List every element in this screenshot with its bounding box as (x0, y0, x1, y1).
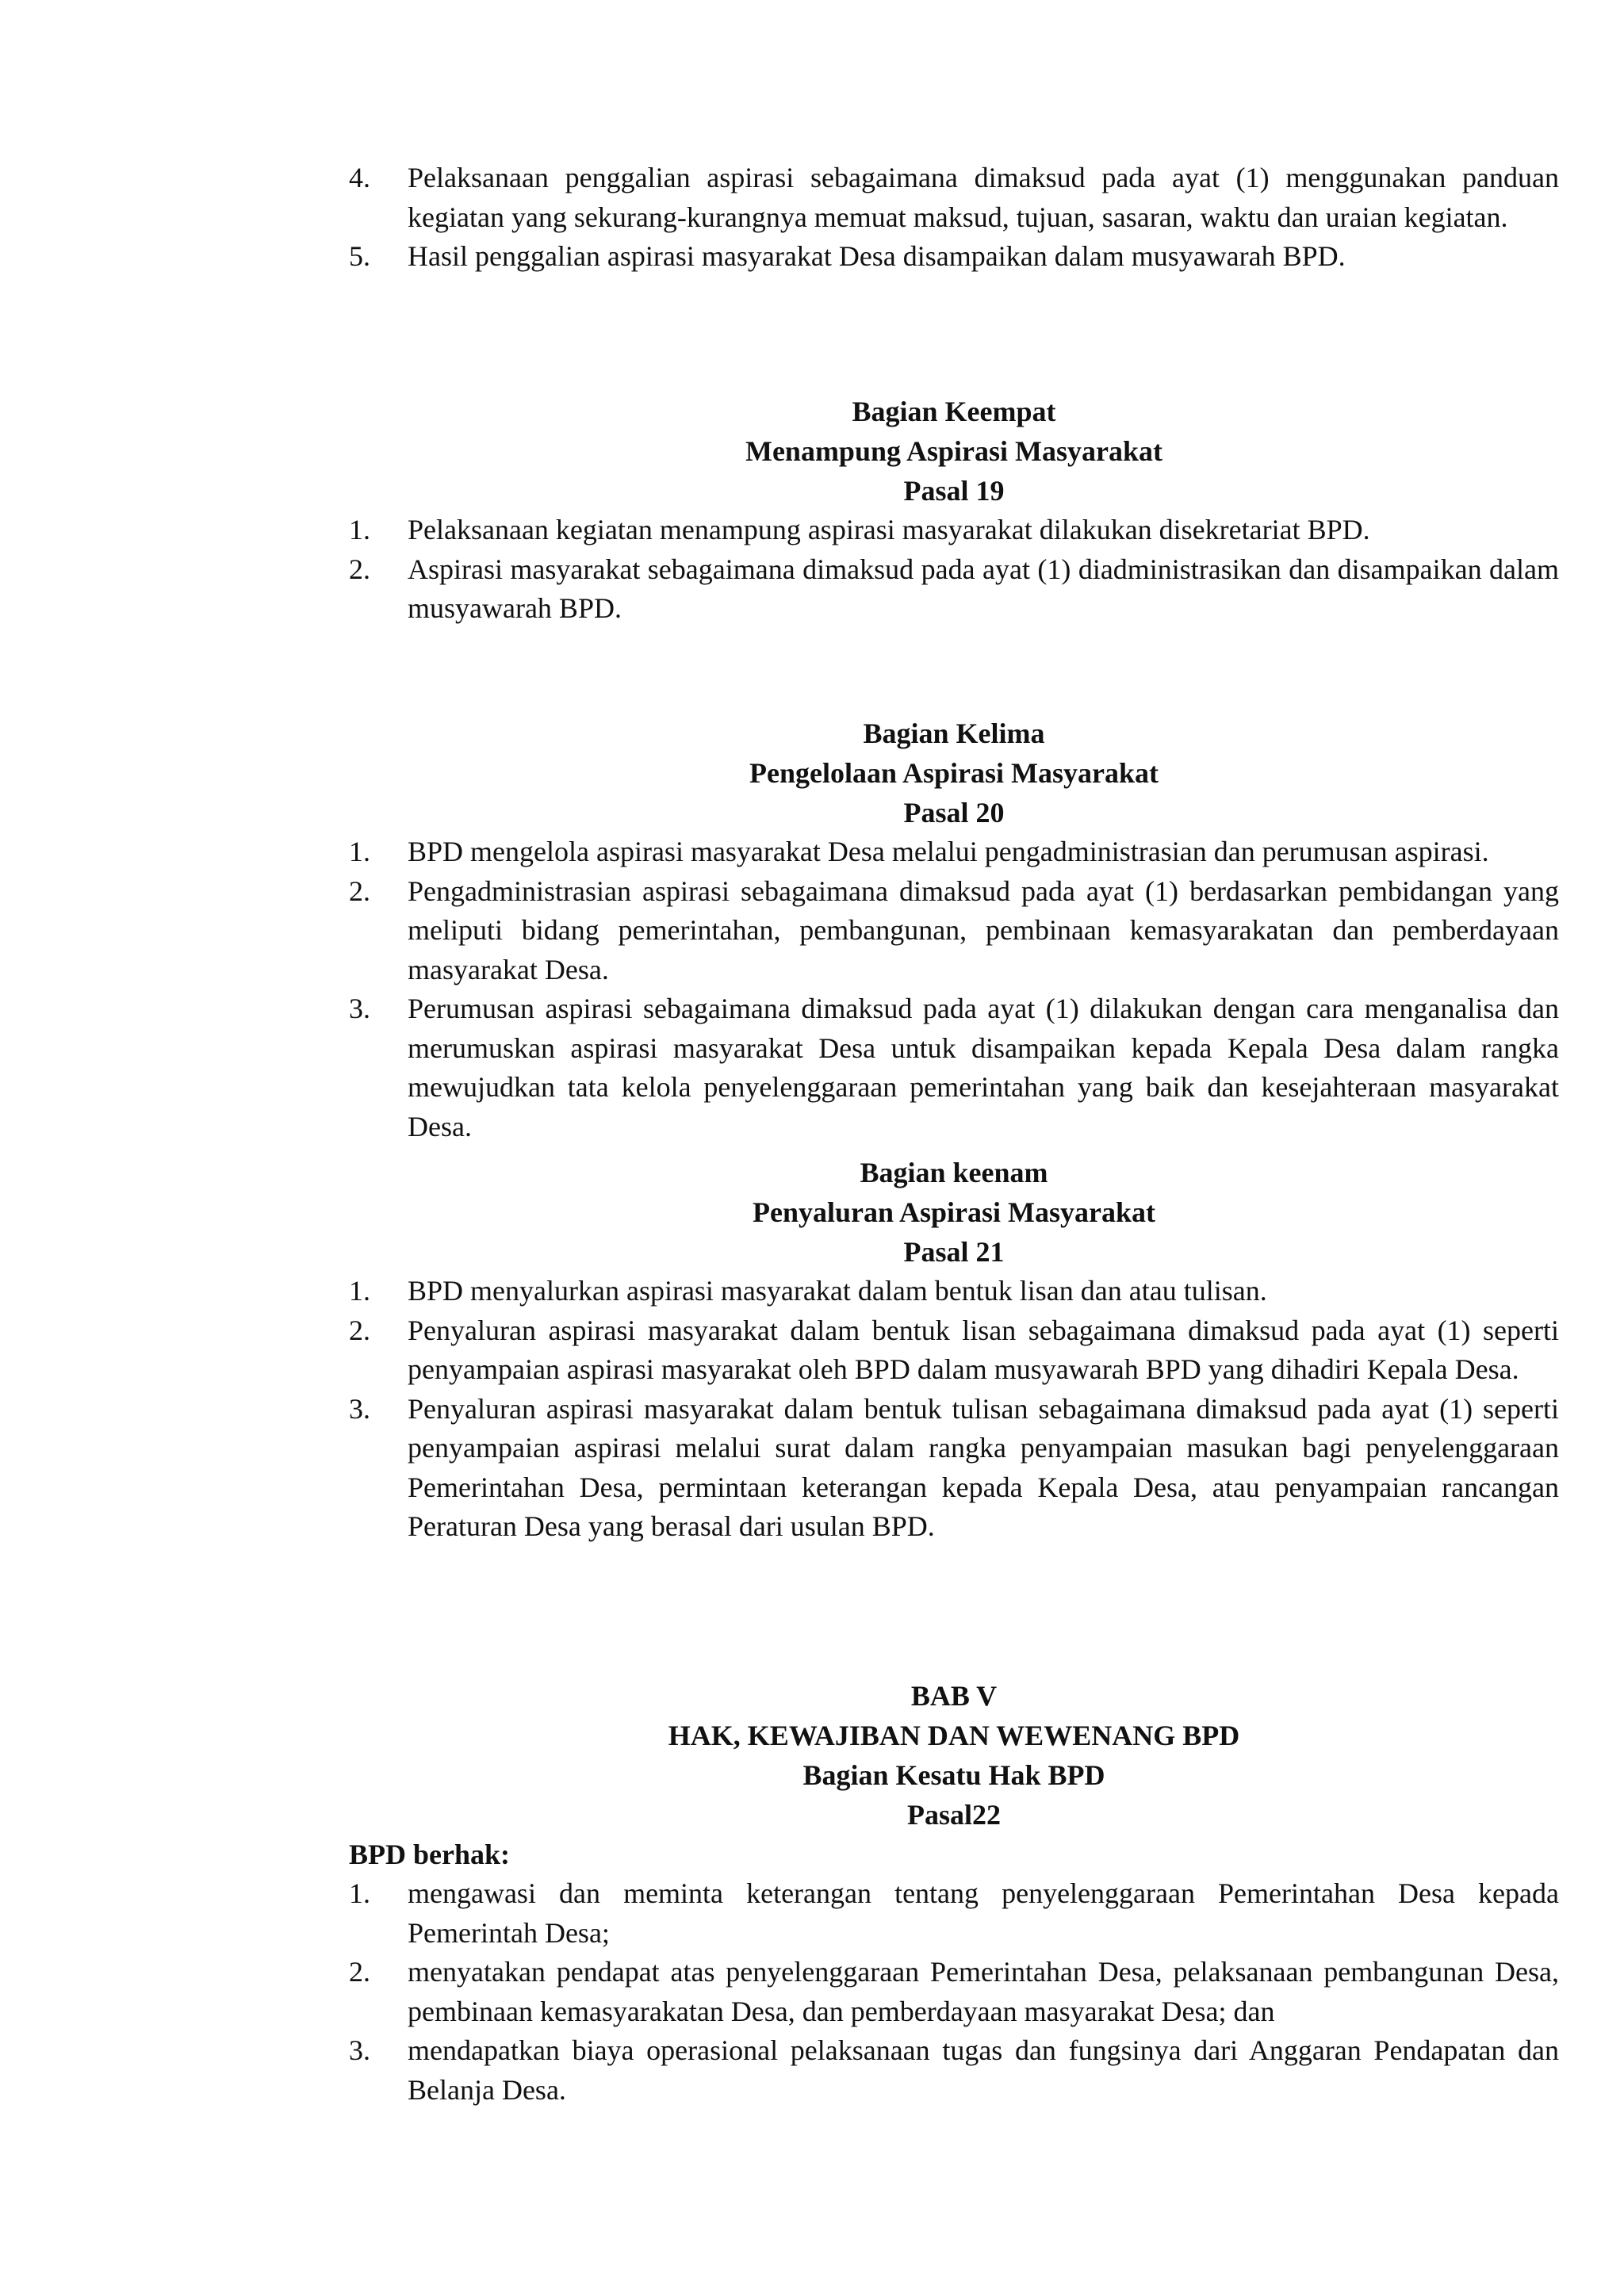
list-item (349, 550, 1559, 629)
item-text: BPD mengelola aspirasi masyarakat Desa melalui pengadministrasian dan perumusan aspirasi. (408, 836, 1489, 867)
list-item (349, 1272, 1559, 1311)
item-text: mengawasi dan meminta keterangan tentang penyelenggaraan Pemerintahan Desa kepada Pemerintah Desa; (408, 1877, 1559, 1949)
list-pasal-19 (349, 511, 1559, 629)
part-heading: Bagian Keempat (852, 396, 1056, 427)
part-heading: Bagian keenam (860, 1157, 1048, 1188)
item-text: Hasil penggalian aspirasi masyarakat Desa disampaikan dalam musyawarah BPD. (408, 240, 1346, 272)
part-title: Penyaluran Aspirasi Masyarakat (752, 1196, 1156, 1228)
item-number: 5. (349, 240, 370, 272)
list-item (349, 511, 1559, 550)
list-section-prev (349, 159, 1559, 277)
item-text: mendapatkan biaya operasional pelaksanaan tugas dan fungsinya dari Anggaran Pendapatan dan Belanja Desa. (408, 2034, 1559, 2106)
item-text: Perumusan aspirasi sebagaimana dimaksud pada ayat (1) dilakukan dengan cara menganalisa dan merumuskan aspirasi masyarakat Desa untuk disampaikan kepada Kepala Desa dalam rangka mewujudkan tata kelola penyelenggaraan pemerintahan yang baik dan kesejahteraan masyarakat Desa. (408, 993, 1559, 1142)
part-title: Menampung Aspirasi Masyarakat (745, 435, 1163, 467)
item-text: Pelaksanaan kegiatan menampung aspirasi masyarakat dilakukan disekretariat BPD. (408, 514, 1370, 545)
pasal-heading: Pasal22 (906, 1799, 1001, 1831)
item-text: Penyaluran aspirasi masyarakat dalam bentuk tulisan sebagaimana dimaksud pada ayat (1) seperti penyampaian aspirasi melalui surat dalam rangka penyampaian masukan bagi penyelenggaraan Pemerintahan Desa, permintaan keterangan kepada Kepala Desa, atau penyampaian rancangan Peraturan Desa yang berasal dari usulan BPD. (408, 1392, 1559, 1542)
list-pasal-21 (349, 1272, 1559, 1547)
item-number: 3. (349, 993, 370, 1024)
item-number: 4. (349, 162, 370, 193)
item-number: 2. (349, 1956, 370, 1988)
list-item (349, 1390, 1559, 1547)
pasal-heading: Pasal 20 (903, 797, 1005, 828)
item-number: 1. (349, 514, 370, 545)
list-item (349, 2031, 1559, 2110)
list-item (349, 1311, 1559, 1390)
list-item (349, 872, 1559, 990)
list-item (349, 1953, 1559, 2031)
pasal-heading: Pasal 21 (903, 1236, 1005, 1268)
list-item (349, 159, 1559, 237)
item-text: menyatakan pendapat atas penyelenggaraan Pemerintahan Desa, pelaksanaan pembangunan Desa, pembinaan kemasyarakatan Desa, dan pemberdayaan masyarakat Desa; dan (408, 1956, 1559, 2027)
chapter-title: HAK, KEWAJIBAN DAN WEWENANG BPD (668, 1720, 1240, 1751)
list-pasal-20 (349, 832, 1559, 1146)
item-number: 1. (349, 836, 370, 867)
chapter-heading: BAB V (910, 1680, 998, 1712)
part-heading: Bagian Kelima (863, 718, 1045, 749)
item-number: 2. (349, 874, 370, 907)
item-text: Aspirasi masyarakat sebagaimana dimaksud pada ayat (1) diadministrasikan dan disampaikan dalam musyawarah BPD. (408, 553, 1559, 624)
item-number: 3. (349, 1392, 370, 1425)
list-pasal-22 (349, 1874, 1559, 2110)
list-item (349, 832, 1559, 872)
intro-text: BPD berhak: (349, 1839, 511, 1870)
list-item (349, 1874, 1559, 1953)
item-text: Penyaluran aspirasi masyarakat dalam bentuk lisan sebagaimana dimaksud pada ayat (1) seperti penyampaian aspirasi masyarakat oleh BPD dalam musyawarah BPD yang dihadiri Kepala Desa. (408, 1314, 1559, 1385)
item-text: Pelaksanaan penggalian aspirasi sebagaimana dimaksud pada ayat (1) menggunakan panduan kegiatan yang sekurang-kurangnya memuat maksud, tujuan, sasaran, waktu dan uraian kegiatan. (408, 162, 1559, 233)
pasal-heading: Pasal 19 (903, 475, 1005, 507)
list-item (349, 237, 1559, 277)
item-text: Pengadministrasian aspirasi sebagaimana dimaksud pada ayat (1) berdasarkan pembidangan yang meliputi bidang pemerintahan, pembangunan, pembinaan kemasyarakatan dan pemberdayaan masyarakat Desa. (408, 874, 1559, 985)
item-number: 1. (349, 1275, 370, 1307)
item-text: BPD menyalurkan aspirasi masyarakat dalam bentuk lisan dan atau tulisan. (408, 1275, 1267, 1307)
list-item (349, 989, 1559, 1146)
part-heading: Bagian Kesatu Hak BPD (802, 1759, 1105, 1791)
item-number: 2. (349, 1314, 370, 1346)
item-number: 3. (349, 2034, 370, 2066)
item-number: 2. (349, 553, 370, 585)
part-title: Pengelolaan Aspirasi Masyarakat (749, 757, 1159, 789)
item-number: 1. (349, 1877, 370, 1909)
